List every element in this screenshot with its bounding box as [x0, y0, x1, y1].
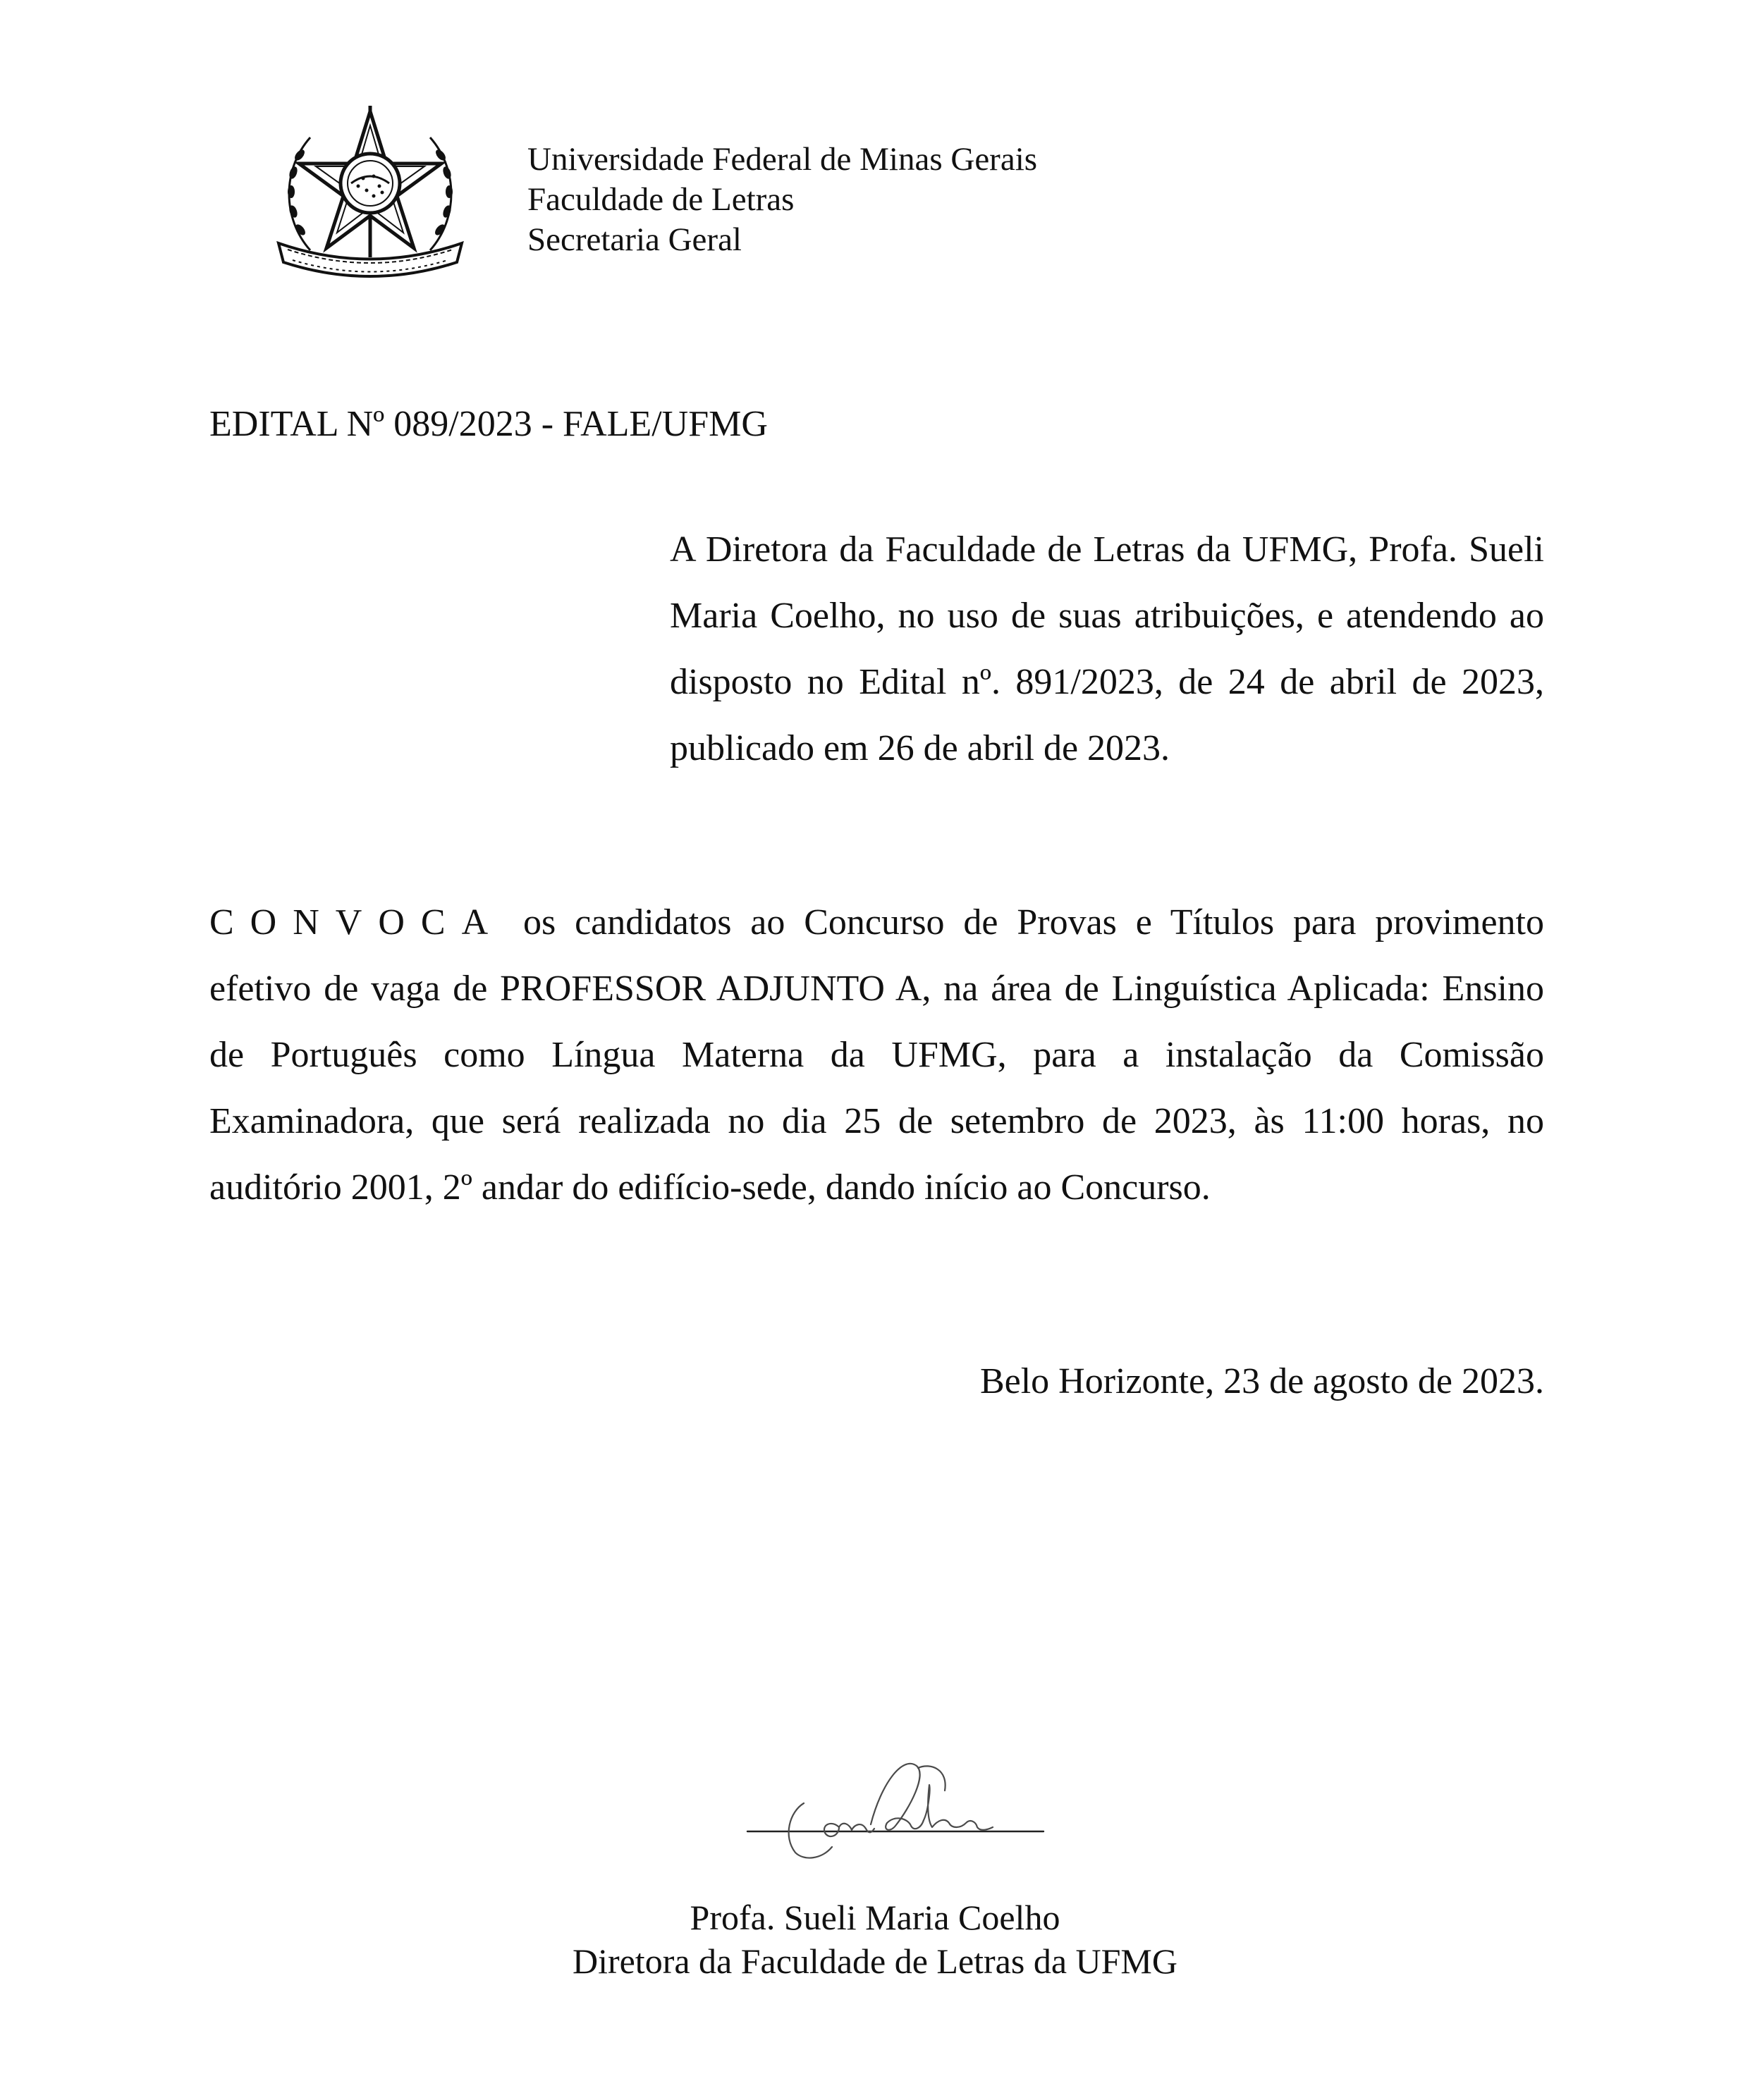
university-name: Universidade Federal de Minas Gerais — [527, 141, 1038, 178]
signer-name: Profa. Sueli Maria Coelho — [690, 1898, 1060, 1937]
handwritten-signature — [733, 1741, 1051, 1882]
convocation-paragraph — [209, 890, 1544, 1221]
coat-of-arms-icon — [268, 99, 472, 289]
signer-role: Diretora da Faculdade de Letras da UFMG — [572, 1941, 1178, 1981]
faculty-name: Faculdade de Letras — [527, 181, 795, 218]
place-date: Belo Horizonte, 23 de agosto de 2023. — [979, 1361, 1544, 1401]
institution-header — [527, 140, 1037, 260]
preamble-paragraph: A Diretora da Faculdade de Letras da UFMG, Profa. Sueli Maria Coelho, no uso de suas atribuições, e atendendo ao disposto no Edital nº. 891/2023, de 24 de abril de 2023, publicado em 26 de abril de 2023. — [670, 529, 1544, 768]
convocation-text: os candidatos ao Concurso de Provas e Títulos para provimento efetivo de vaga de PROFESSOR ADJUNTO A, na área de Linguística Aplicada: Ensino de Português como Língua Materna da UFMG, para a instalação da Comissão Examinadora, que será realizada no dia 25 de setembro de 2023, às 11:00 horas, no auditório 2001, 2º andar do edifício-sede, dando início ao Concurso. — [209, 902, 1544, 1208]
convoca-word: CONVOCA — [209, 902, 505, 942]
department-name: Secretaria Geral — [527, 221, 742, 258]
edital-title: EDITAL Nº 089/2023 - FALE/UFMG — [209, 404, 768, 444]
